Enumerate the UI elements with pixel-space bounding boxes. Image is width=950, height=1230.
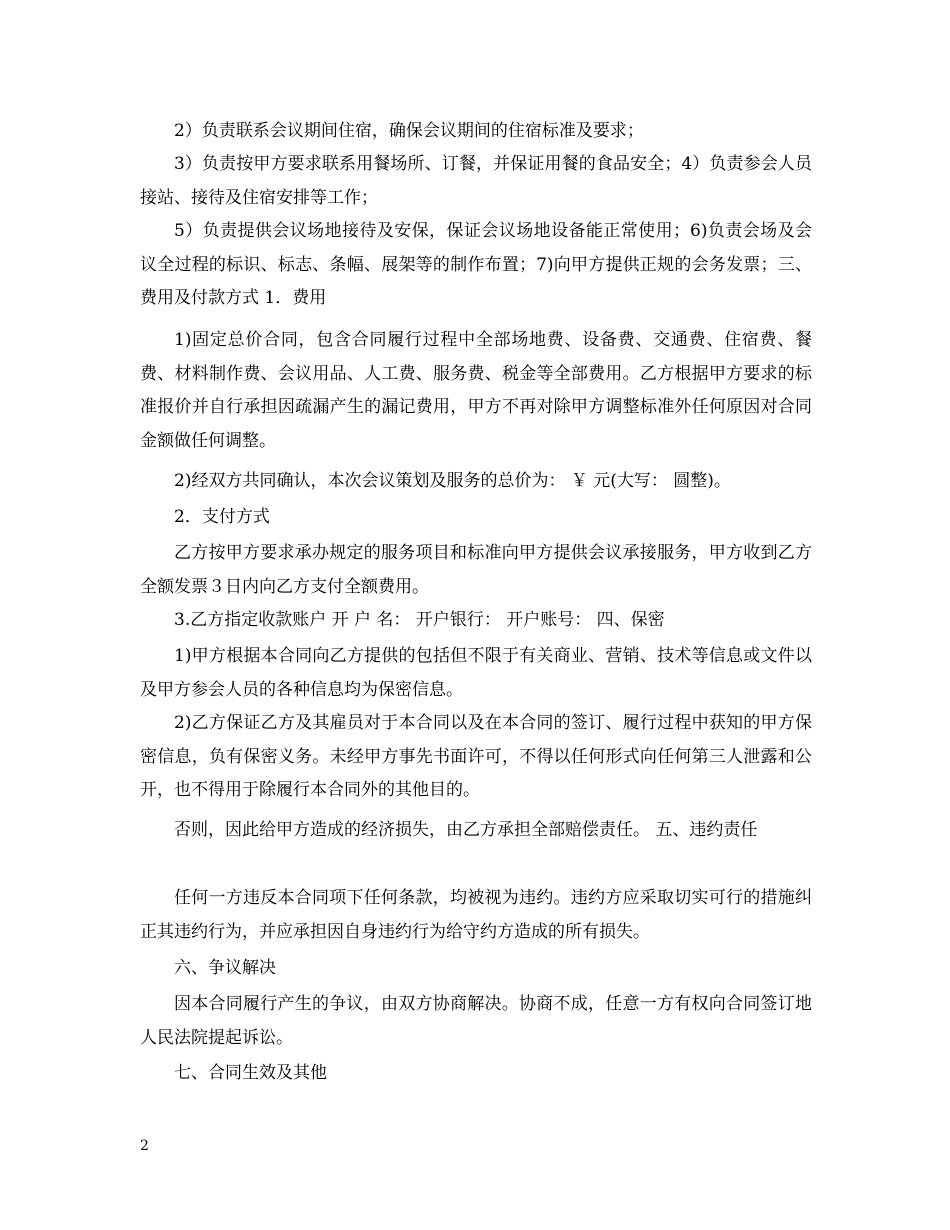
section-heading: 六、争议解决: [174, 958, 276, 978]
paragraph-7: 乙方按甲方要求承办规定的服务项目和标准向甲方提供会议承接服务，甲方收到乙方全额发票３日内向乙方支付全额费用。: [140, 543, 812, 597]
paragraph-10: 2)乙方保证乙方及其雇员对于本合同以及在本合同的签订、履行过程中获知的甲方保密信息，负有保密义务。未经甲方事先书面许可，不得以任何形式向任何第三人泄露和公开，也不得用于除履行本合同外的其他目的。: [140, 713, 812, 800]
paragraph-4: 1)固定总价合同，包含合同履行过程中全部场地费、设备费、交通费、住宿费、餐费、材料制作费、会议用品、人工费、服务费、税金等全部费用。乙方根据甲方要求的标准报价并自行承担因疏漏产生的漏记费用，甲方不再对除甲方调整标准外任何原因对合同金额做任何调整。: [140, 330, 812, 451]
paragraph-6: 2．支付方式: [174, 507, 270, 527]
paragraph-5: 2)经双方共同确认，本次会议策划及服务的总价为： ￥ 元(大写： 圆整)。: [174, 471, 731, 491]
paragraph-12: 任何一方违反本合同项下任何条款，均被视为违约。违约方应采取切实可行的措施纠正其违约行为，并应承担因自身违约行为给守约方造成的所有损失。: [140, 888, 812, 942]
paragraph-8: 3.乙方指定收款账户 开 户 名： 开户银行： 开户账号： 四、保密: [174, 610, 665, 630]
paragraph-2: 3）负责按甲方要求联系用餐场所、订餐，并保证用餐的食品安全；4）负责参会人员接站、接待及住宿安排等工作；: [140, 154, 812, 208]
paragraph-1: 2）负责联系会议期间住宿，确保会议期间的住宿标准及要求；: [174, 121, 644, 141]
page-number: 2: [140, 1138, 149, 1154]
paragraph-9: 1)甲方根据本合同向乙方提供的包括但不限于有关商业、营销、技术等信息或文件以及甲方参会人员的各种信息均为保密信息。: [140, 646, 812, 700]
section-heading: 七、合同生效及其他: [174, 1063, 327, 1083]
paragraph-11: 否则，因此给甲方造成的经济损失，由乙方承担全部赔偿责任。 五、违约责任: [174, 820, 758, 840]
paragraph-14: 因本合同履行产生的争议，由双方协商解决。协商不成，任意一方有权向合同签订地人民法院提起诉讼。: [140, 994, 812, 1048]
paragraph-3: 5）负责提供会议场地接待及安保，保证会议场地设备能正常使用；6)负责会场及会议全过程的标识、标志、条幅、展架等的制作布置；7)向甲方提供正规的会务发票；三、费用及付款方式 1．费用: [140, 221, 812, 308]
